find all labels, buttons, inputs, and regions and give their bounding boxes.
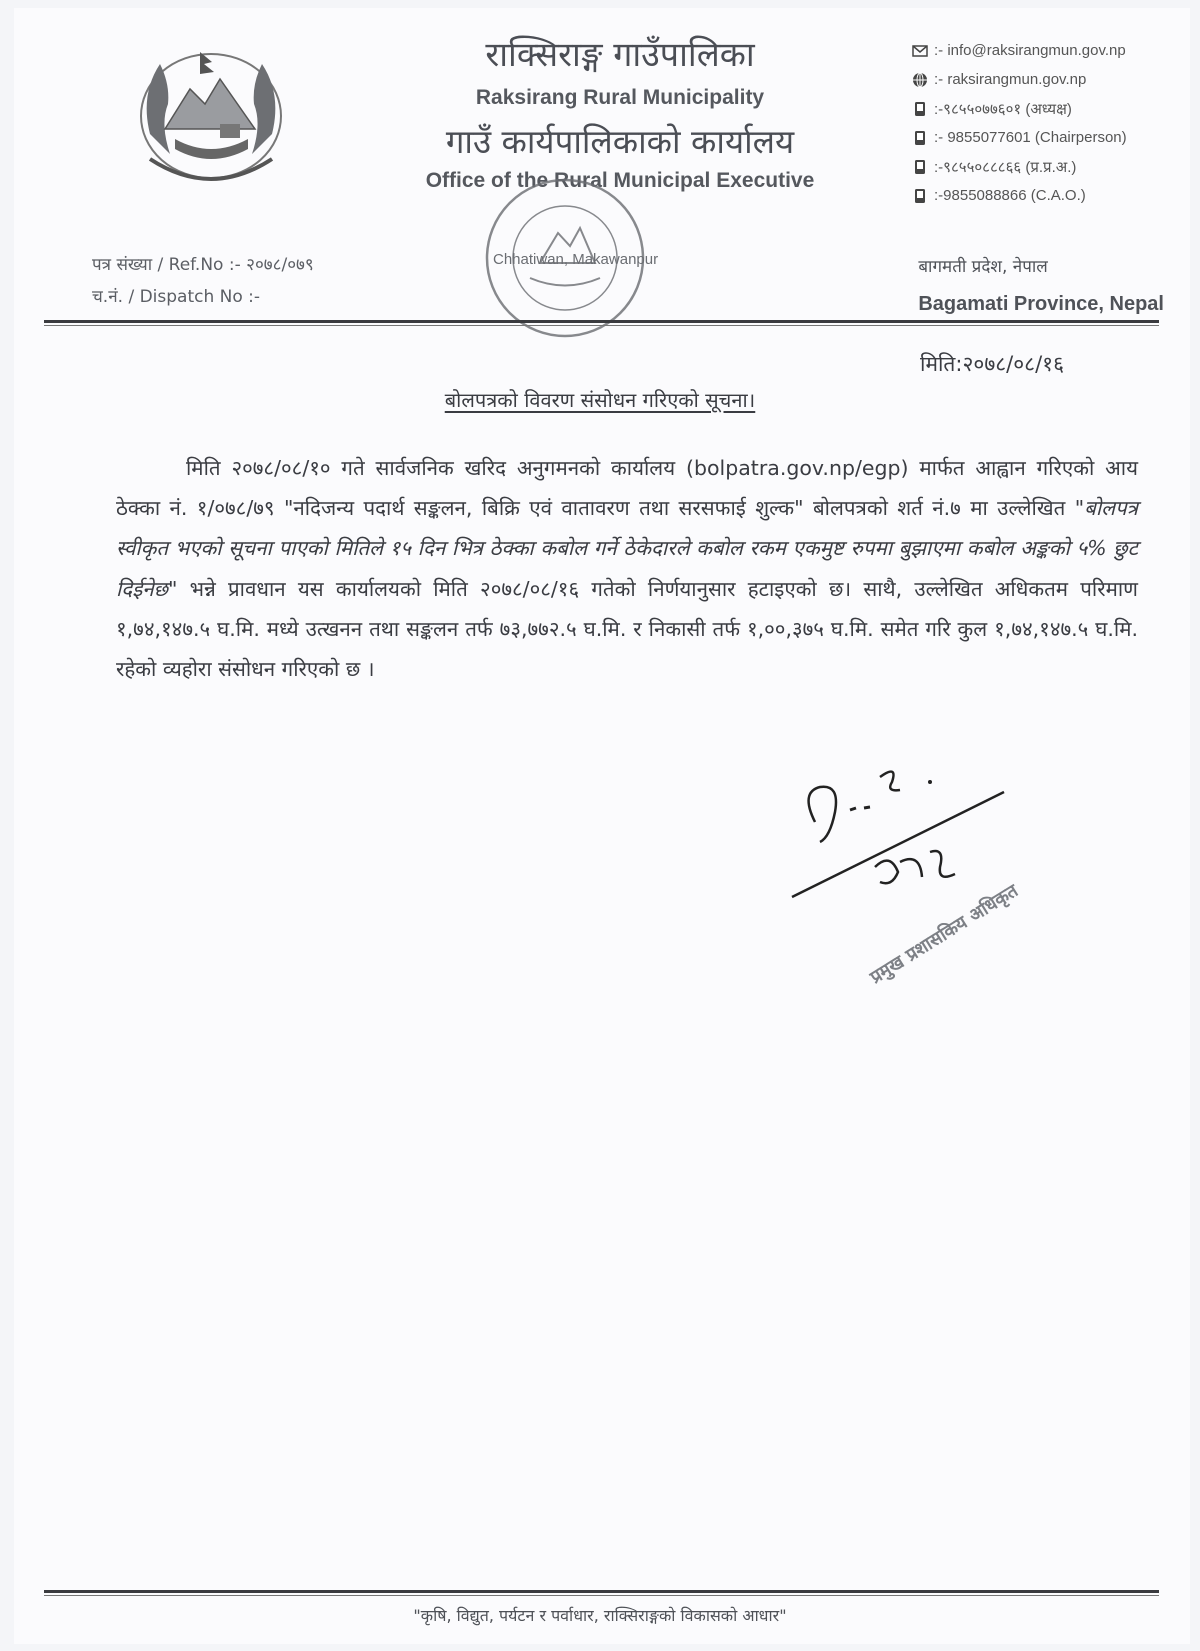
globe-icon: [910, 71, 930, 89]
office-name-nepali: गाउँ कार्यपालिकाको कार्यालय: [445, 122, 795, 161]
province-nepali: बागमती प्रदेश, नेपाल: [918, 257, 1048, 277]
office-location: Chhatiwan, Makawanpur: [493, 251, 659, 268]
reference-block: [92, 252, 314, 316]
dispatch-number: च.नं. / Dispatch No :-: [92, 287, 261, 307]
contact-phone: [910, 94, 1180, 123]
contact-website-text: :- raksirangmun.gov.np: [934, 71, 1087, 88]
letter-subject: [0, 386, 1200, 413]
body-text-part-1: मिति २०७८/०८/१० गते सार्वजनिक खरिद अनुगमनको कार्यालय (bolpatra.gov.np/egp) मार्फत आह्वान गरिएको आय ठेक्का नं. १/०७८/७९ "नदिजन्य पदार्थ सङ्कलन, बिक्रि एवं वातावरण तथा सरसफाई शुल्क" बोलपत्रको शर्त नं.७ मा उल्लेखित ": [116, 456, 1138, 521]
contact-phone-text: :-९८५५०७७६०१ (अध्यक्ष): [934, 100, 1072, 118]
contact-website: [910, 65, 1180, 94]
subject-text: बोलपत्रको विवरण संसोधन गरिएको सूचना।: [444, 388, 756, 412]
phone-icon: [910, 129, 930, 147]
contact-phone-text: :- 9855077601 (Chairperson): [934, 129, 1127, 146]
contact-phone: [910, 181, 1180, 210]
phone-icon: [910, 158, 930, 176]
letter-body: [116, 448, 1138, 689]
letter-date: मिति:२०७८/०८/१६: [920, 352, 1064, 376]
phone-icon: [910, 100, 930, 118]
reference-number: पत्र संख्या / Ref.No :- २०७८/०७९: [92, 255, 314, 275]
signature-seal-text: प्रमुख प्रशासकिय अधिकृत: [866, 880, 1022, 989]
contact-list: [910, 36, 1180, 210]
header-divider: [44, 320, 1159, 323]
contact-phone: [910, 152, 1180, 181]
municipality-name-english: Raksirang Rural Municipality: [475, 86, 765, 109]
contact-phone-text: :-9855088866 (C.A.O.): [934, 187, 1086, 204]
body-quoted-clause: बोलपत्र स्वीकृत भएको सूचना पाएको मितिले १५ दिन भित्र ठेक्का कबोल गर्ने ठेकेदारले कबोल रकम एकमुष्ट रुपमा बुझाएमा कबोल अङ्कको ५% छुट दिईनेछ: [116, 496, 1138, 601]
email-icon: [910, 42, 930, 60]
contact-email: [910, 36, 1180, 65]
footer-divider: [44, 1590, 1159, 1593]
contact-phone-text: :-९८५५०८८८६६ (प्र.प्र.अ.): [934, 158, 1077, 176]
nepal-emblem-logo: [120, 34, 302, 194]
phone-icon: [910, 187, 930, 205]
contact-email-text: :- info@raksirangmun.gov.np: [934, 42, 1126, 59]
office-name-english: Office of the Rural Municipal Executive: [425, 169, 815, 192]
province-english: Bagamati Province, Nepal: [918, 293, 1164, 315]
footer-divider-thin: [44, 1595, 1159, 1596]
header-divider-thin: [44, 325, 1159, 326]
province-block: [918, 254, 1164, 316]
handwritten-signature: [780, 752, 1040, 1022]
municipality-name-nepali: राक्सिराङ्ग गाउँपालिका: [485, 35, 755, 75]
contact-phone: [910, 123, 1180, 152]
footer-motto: "कृषि, विद्युत, पर्यटन र पर्वाधार, राक्सिराङ्गको विकासको आधार": [413, 1606, 787, 1625]
body-text-part-2: " भन्ने प्रावधान यस कार्यालयको मिति २०७८/०८/१६ गतेको निर्णयानुसार हटाइएको छ। साथै, उल्लेखित अधिकतम परिमाण १,७४,१४७.५ घ.मि. मध्ये उत्खनन तथा सङ्कलन तर्फ ७३,७७२.५ घ.मि. र निकासी तर्फ १,००,३७५ घ.मि. समेत गरि कुल १,७४,१४७.५ घ.मि. रहेको व्यहोरा संसोधन गरिएको छ ।: [116, 576, 1138, 682]
